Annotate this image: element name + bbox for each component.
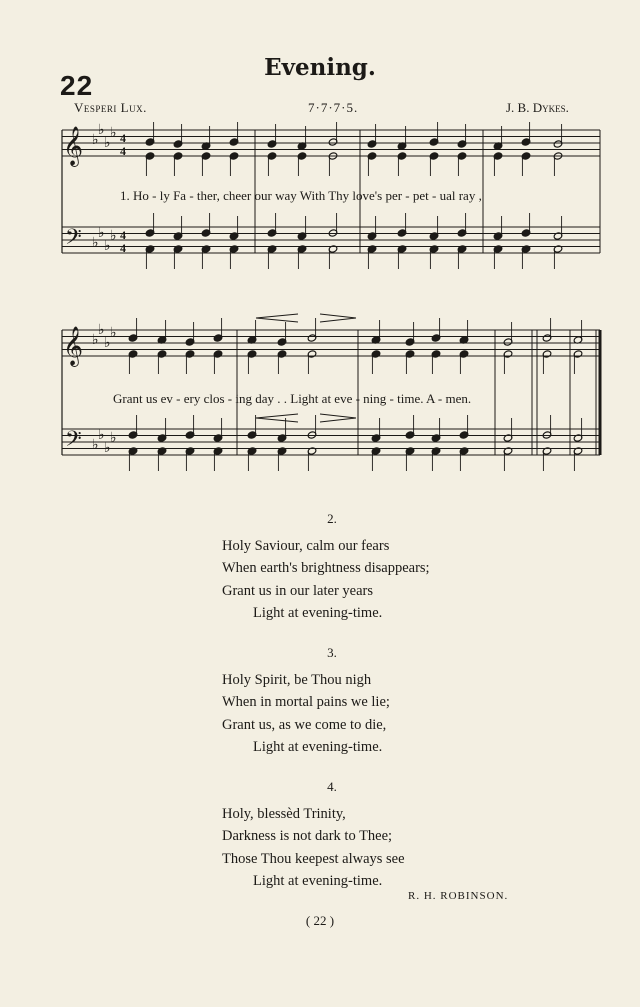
hymn-title: Evening. bbox=[264, 54, 376, 81]
flat-icon: ♭ bbox=[104, 335, 111, 351]
tune-name: Vesperi Lux. bbox=[74, 100, 147, 115]
flat-icon: ♭ bbox=[98, 225, 105, 241]
composer: J. B. Dykes. bbox=[506, 100, 569, 115]
hairpin-icon bbox=[320, 314, 356, 322]
verse-line: When in mortal pains we lie; bbox=[222, 694, 390, 710]
clef-icon: 𝄞 bbox=[63, 126, 84, 166]
clef-icon: 𝄢 bbox=[65, 225, 82, 255]
verse-line: Light at evening-time. bbox=[253, 739, 383, 755]
flat-icon: ♭ bbox=[92, 235, 99, 251]
flat-icon: ♭ bbox=[98, 122, 105, 138]
verse-number: 3. bbox=[327, 645, 337, 660]
clef-icon: 𝄞 bbox=[63, 326, 84, 366]
lyric-line-1: 1. Ho - ly Fa - ther, cheer our way With Thy love's per - pet - ual ray , bbox=[120, 188, 482, 203]
flat-icon: ♭ bbox=[92, 332, 99, 348]
time-signature: 4 bbox=[120, 228, 126, 242]
verse-2 bbox=[222, 508, 442, 625]
clef-icon: 𝄢 bbox=[65, 427, 82, 457]
hairpin-icon bbox=[256, 414, 298, 422]
verse-number: 4. bbox=[327, 779, 337, 794]
hairpin-icon bbox=[320, 414, 356, 422]
verse-line: When earth's brightness disappears; bbox=[222, 560, 430, 576]
verse-4 bbox=[222, 776, 442, 893]
flat-icon: ♭ bbox=[104, 135, 111, 151]
verse-number: 2. bbox=[327, 511, 337, 526]
verse-line: Light at evening-time. bbox=[253, 873, 383, 889]
lyric-line-2: Grant us ev - ery clos - ing day . . Light at eve - ning - time. A - men. bbox=[113, 391, 472, 406]
hymn-number: 22 bbox=[60, 70, 94, 101]
flat-icon: ♭ bbox=[98, 322, 105, 338]
page-number: ( 22 ) bbox=[305, 913, 335, 928]
verse-line: Darkness is not dark to Thee; bbox=[222, 828, 393, 844]
verse-line: Holy, blessèd Trinity, bbox=[222, 805, 346, 822]
time-signature: 4 bbox=[120, 241, 126, 255]
flat-icon: ♭ bbox=[110, 228, 117, 244]
verse-line: Those Thou keepest always see bbox=[222, 850, 405, 867]
flat-icon: ♭ bbox=[92, 132, 99, 148]
flat-icon: ♭ bbox=[98, 427, 105, 443]
meter: 7·7·7·5. bbox=[308, 100, 359, 115]
flat-icon: ♭ bbox=[110, 430, 117, 446]
verse-line: Holy Saviour, calm our fears bbox=[222, 537, 390, 554]
hairpin-icon bbox=[256, 314, 298, 322]
verse-line: Grant us in our later years bbox=[222, 582, 373, 599]
flat-icon: ♭ bbox=[104, 440, 111, 456]
flat-icon: ♭ bbox=[110, 325, 117, 341]
time-signature: 4 bbox=[120, 131, 126, 145]
author: R. H. ROBINSON. bbox=[408, 890, 509, 902]
music-score bbox=[0, 0, 640, 480]
verse-3 bbox=[222, 642, 442, 759]
flat-icon: ♭ bbox=[92, 437, 99, 453]
verse-line: Grant us, as we come to die, bbox=[222, 716, 387, 733]
verse-line: Light at evening-time. bbox=[253, 605, 383, 621]
flat-icon: ♭ bbox=[110, 125, 117, 141]
flat-icon: ♭ bbox=[104, 238, 111, 254]
time-signature: 4 bbox=[120, 144, 126, 158]
verse-line: Holy Spirit, be Thou nigh bbox=[222, 671, 372, 688]
